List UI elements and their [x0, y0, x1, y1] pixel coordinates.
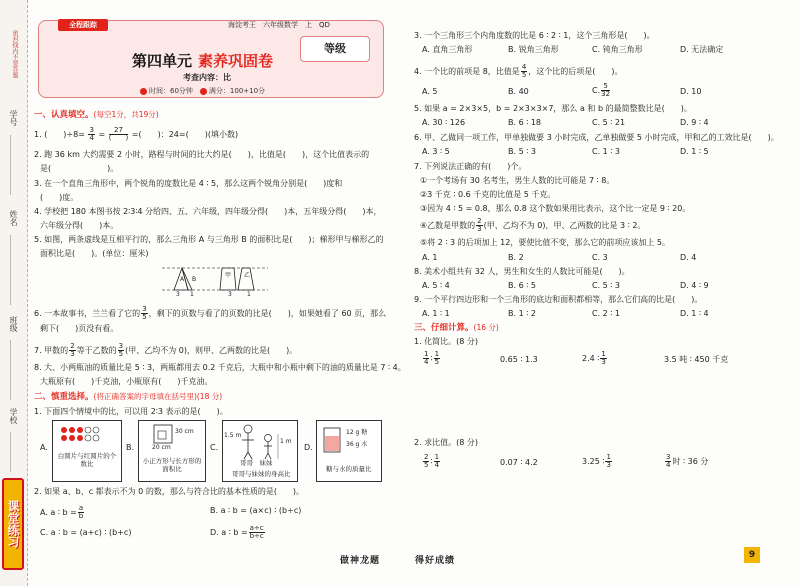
fraction [600, 351, 606, 366]
fraction [434, 351, 440, 366]
q-text: 时 ∶ 36 分 [672, 457, 709, 466]
fraction [249, 525, 265, 540]
fraction [69, 343, 75, 358]
option-b: B. 6 ∶ 18 [508, 118, 542, 127]
statement-3: ③因为 4 ∶ 5 = 0.8，那么 0.8 这个数如果用比表示，这个比一定是 9 ∶ 20。 [420, 204, 691, 213]
strip-label-class: 班级 [9, 316, 18, 332]
option-b-caption: 小正方形与长方形的面积比 [142, 457, 202, 474]
rect-height: 30 cm [175, 428, 194, 435]
figure-dim: 1 [247, 291, 251, 298]
full-score: 满分：100+10分 [208, 87, 266, 95]
option-text: A. a ∶ b = [40, 508, 77, 517]
footer-slogan-left: 做神龙题 [340, 556, 381, 566]
fraction [476, 218, 482, 233]
q-text: ( )÷8= [44, 130, 85, 139]
option-a: A. 3 ∶ 5 [422, 147, 450, 156]
fraction [601, 83, 610, 98]
option-c: C. a ∶ b = (a+c) ∶ (b+c) [40, 528, 132, 537]
option-a: A. 1 [422, 253, 438, 262]
calc-2-item-4 [664, 454, 708, 469]
figure-label-b: B [192, 276, 197, 283]
seal-notice: 密封线内不要答题 [11, 30, 18, 78]
fraction [118, 343, 124, 358]
section-2-note: (将正确答案的字母填在括号里)(18 分) [93, 392, 223, 401]
calc-1-title: 1. 化简比。(8 分) [414, 337, 479, 346]
option-c: C. 3 [592, 253, 608, 262]
fraction [78, 505, 84, 520]
denominator: 5 [521, 71, 527, 79]
option-d: D. 9 ∶ 4 [680, 118, 709, 127]
strip-line [10, 432, 11, 472]
q-text: =( )：24=( )(填小数) [131, 130, 239, 139]
question-2-3-stem: 3. 一个三角形三个内角度数的比是 6 ∶ 2 ∶ 1，这个三角形是( )。 [414, 31, 655, 40]
ratio-sign: ∶ [430, 457, 433, 466]
option-b: B. a ∶ b = (a×c) ∶ (b÷c) [210, 506, 302, 515]
option-c: C. 5 ∶ 21 [592, 118, 626, 127]
denominator: 5 [142, 313, 147, 321]
page-title [132, 52, 273, 71]
statement-1: ①一个考场有 30 名考生，男生人数的比可能是 7 ∶ 8。 [420, 176, 615, 185]
question-1-4-line1: 4. 学校把 180 本图书按 2∶3∶4 分给四、五、六年级，四年级分得( )本，五年级分得( )本， [34, 207, 382, 216]
calc-2-item-2: 0.07 ∶ 4.2 [500, 458, 538, 467]
calc-1-item-3 [582, 351, 608, 366]
sugar-label: 12 g 糖 [346, 429, 368, 436]
fraction [423, 351, 429, 366]
figure-label-a: A [180, 276, 185, 283]
clock-icon [140, 88, 147, 95]
q-text: (甲、乙均不为 0)，则甲、乙两数的比是( )。 [125, 346, 298, 355]
option-c: C. 5 ∶ 3 [592, 281, 621, 290]
calc-2-item-3 [582, 454, 613, 469]
question-1-4-line2: 六年级分得( )本。 [40, 221, 119, 230]
question-2-4-stem [414, 64, 623, 79]
denominator: 5 [424, 461, 429, 469]
page-number: 9 [744, 547, 760, 563]
option-a [40, 505, 85, 520]
option-text: D. a ∶ b = [210, 528, 248, 537]
calc-2-item-1 [422, 454, 441, 469]
option-b: B. 锐角三角形 [508, 45, 559, 54]
binding-strip [0, 0, 28, 586]
question-2-5-stem: 5. 如果 a = 2×3×5，b = 2×3×3×7，那么 a 和 b 的最简整数比是( )。 [414, 104, 692, 113]
q-text: 6. 一本故事书，兰兰看了它的 [34, 309, 141, 318]
q-text: (甲、乙均不为 0)，甲、乙两数的比是 3 ∶ 2。 [483, 221, 646, 230]
option-letter: B. [126, 443, 135, 452]
option-d [210, 525, 266, 540]
siblings-figure [236, 424, 286, 460]
statement-4 [420, 218, 645, 233]
question-1-8-line2: 大瓶原有( )千克油，小瓶原有( )千克油。 [40, 377, 213, 386]
option-c: C. 钝角三角形 [592, 45, 643, 54]
question-2-6-stem: 6. 甲、乙做同一项工作，甲单独做要 3 小时完成，乙单独做要 5 小时完成，甲和乙的工效比是( )。 [414, 133, 779, 142]
section-3-note: (16 分) [473, 323, 499, 332]
grade-box: 等级 [300, 36, 370, 62]
section-1-note: (每空1分，共19分) [93, 110, 159, 119]
question-1-2-line2: 是( )。 [40, 164, 119, 173]
denominator: 3 [70, 350, 75, 358]
denominator: 3 [477, 225, 482, 233]
option-a: A. 直角三角形 [422, 45, 473, 54]
strip-line [10, 135, 11, 195]
question-2-2-stem: 2. 如果 a、b、c 都表示不为 0 的数，那么与符合比的基本性质的是( )。 [34, 487, 305, 496]
numerator: 3 [89, 126, 94, 134]
option-c-caption: 哥哥与妹妹的身高比 [232, 470, 291, 478]
section-3-heading [414, 323, 499, 334]
fraction [434, 454, 440, 469]
denominator: 3 [601, 358, 606, 366]
numerator: 3 [142, 305, 147, 313]
option-d: D. 10 [680, 87, 702, 96]
q-number: 1. [34, 130, 42, 139]
option-b: B. 5 ∶ 3 [508, 147, 536, 156]
q-text: 4. 一个比的前项是 8，比值是 [414, 67, 520, 76]
fraction [88, 127, 94, 142]
brand-logo: 课堂练习 [2, 478, 24, 570]
footer-slogan-right: 得好成绩 [415, 556, 456, 566]
strip-label-school: 学校 [9, 408, 18, 424]
option-d: D. 4 ∶ 9 [680, 281, 709, 290]
strip-line [10, 235, 11, 305]
denominator: 32 [601, 90, 611, 98]
denominator: 4 [424, 358, 429, 366]
numerator: 2 [424, 453, 429, 461]
denominator: 5 [118, 350, 124, 358]
water-label: 36 g 水 [346, 441, 368, 448]
strip-label-name: 姓名 [9, 210, 18, 226]
option-c [592, 83, 611, 98]
option-d: D. 1 ∶ 4 [680, 309, 709, 318]
question-1-5-line2: 面积比是( )。(单位：厘米) [40, 249, 149, 258]
section-1-heading [34, 110, 159, 121]
numerator: 1 [434, 350, 440, 358]
numerator: 2 [477, 217, 482, 225]
option-letter: D. [304, 443, 313, 452]
option-letter: C. [210, 443, 219, 452]
question-1-8-line1: 8. 大、小两瓶油的质量比是 5 ∶ 3，两瓶都用去 0.2 千克后，大瓶中和小瓶中剩下的油的质量比是 7 ∶ 4。 [34, 363, 406, 372]
question-2-8-stem: 8. 美术小组共有 32 人，男生和女生的人数比可能是( )。 [414, 267, 630, 276]
numerator: 1 [434, 453, 440, 461]
option-text: C. [592, 86, 601, 95]
option-a: A. 5 [422, 87, 438, 96]
option-c: C. 2 ∶ 1 [592, 309, 621, 318]
exam-info [140, 87, 265, 96]
q-text: 2.4 ∶ [582, 354, 600, 363]
fraction [605, 454, 611, 469]
option-b: B. 2 [508, 253, 524, 262]
option-a: A. 5 ∶ 4 [422, 281, 450, 290]
question-2-9-stem: 9. 一个平行四边形和一个三角形的底边和面积都相等，那么它们高的比是( )。 [414, 295, 703, 304]
denominator: 3 [606, 461, 611, 469]
section-2-heading [34, 392, 222, 403]
q-text: 3.25 ∶ [582, 457, 605, 466]
denominator: 5 [434, 358, 440, 366]
numerator: 27 [109, 127, 128, 135]
numerator: 5 [601, 83, 610, 91]
question-2-1-stem: 1. 下面四个情境中的比，可以用 2∶3 表示的是( )。 [34, 407, 228, 416]
question-1-6-line2: 剩下( )页没有看。 [40, 324, 119, 333]
statement-2: ②3 千克 ∶ 0.6 千克的比值是 5 千克。 [420, 190, 556, 199]
option-d: D. 4 [680, 253, 697, 262]
option-c: C. 1 ∶ 3 [592, 147, 621, 156]
question-1-5-line1: 5. 如图，两条虚线是互相平行的，那么三角形 A 与三角形 B 的面积比是( )；梯形甲与梯形乙的 [34, 235, 384, 244]
calc-1-item-1 [422, 351, 441, 366]
numerator: a÷c [249, 524, 264, 532]
question-2-7-stem: 7. 下列说法正确的有( )个。 [414, 162, 527, 171]
statement-5: ⑤将 2 ∶ 3 的后项加上 12，要使比值不变，那么它的前项应该加上 5。 [420, 238, 670, 247]
q-text: 7. 甲数的 [34, 346, 69, 355]
q-text: 等于乙数的 [76, 346, 117, 355]
star-icon [200, 88, 207, 95]
strip-label-id: 学号 [9, 110, 18, 126]
option-letter: A. [40, 443, 48, 452]
question-1-1 [34, 127, 238, 142]
question-1-6-line1 [34, 306, 386, 321]
option-a: A. 1 ∶ 1 [422, 309, 450, 318]
strip-line [10, 340, 11, 400]
fraction [423, 454, 429, 469]
height-label-brother: 1.5 m [224, 432, 242, 439]
numerator: 4 [521, 63, 527, 71]
figure-dim: 1 [190, 291, 194, 298]
question-1-3-line2: ( )度。 [40, 193, 79, 202]
fraction [665, 454, 671, 469]
calc-1-item-2: 0.65 ∶ 1.3 [500, 355, 538, 364]
numerator: 1 [606, 453, 611, 461]
denominator: 4 [666, 461, 671, 469]
denominator: 4 [89, 134, 94, 142]
figure-label-jia: 甲 [225, 272, 232, 279]
option-a-caption: 白圆片与红圆片的个数比 [57, 452, 117, 469]
unit-subtitle: 素养巩固卷 [198, 52, 274, 70]
series-tag: 全程跟踪 [58, 19, 108, 31]
option-d: D. 无法确定 [680, 45, 724, 54]
section-3-title: 三、仔细计算。 [414, 323, 474, 333]
option-a: A. 30 ∶ 126 [422, 118, 466, 127]
denominator: b÷c [249, 532, 264, 540]
rect-width: 20 cm [152, 444, 171, 451]
q-text: ，剩下的页数与看了的页数的比是( )，如果她看了 60 页，那么 [148, 309, 387, 318]
names-label: 哥哥 妹妹 [240, 459, 273, 467]
numerator: 2 [70, 342, 75, 350]
fraction [109, 127, 128, 142]
q-text: ④乙数是甲数的 [420, 221, 476, 230]
option-d-caption: 糖与水的质量比 [326, 465, 372, 473]
fraction [521, 64, 527, 79]
height-label-sister: 1 m [280, 438, 292, 445]
numerator: 3 [118, 342, 124, 350]
option-b: B. 1 ∶ 2 [508, 309, 536, 318]
figure-dim: 3 [176, 291, 180, 298]
circle-chips-icon [60, 426, 116, 442]
numerator: 1 [601, 350, 606, 358]
unit-label: 第四单元 [132, 52, 193, 70]
figure-label-yi: 乙 [244, 272, 251, 279]
section-2-title: 二、慎重选择。 [34, 392, 94, 402]
exam-scope: 考查内容：比 [183, 73, 231, 82]
denominator: ( ) [108, 134, 129, 142]
calc-1-item-4: 3.5 吨 ∶ 450 千克 [664, 355, 729, 364]
option-d: D. 1 ∶ 5 [680, 147, 709, 156]
calc-2-title: 2. 求比值。(8 分) [414, 438, 479, 447]
fraction [141, 306, 147, 321]
q-text: = [98, 130, 106, 139]
denominator: b [78, 512, 84, 520]
question-1-3-line1: 3. 在一个直角三角形中，两个锐角的度数比是 4 ∶ 5，那么这两个锐角分别是( )度和 [34, 179, 343, 188]
numerator: 1 [424, 350, 429, 358]
question-1-2-line1: 2. 跑 36 km 大约需要 2 小时，路程与时间的比大约是( )，比值是( )，这个比值表示的 [34, 150, 370, 159]
q-text: ，这个比的后项是( )。 [528, 67, 623, 76]
section-1-title: 一、认真填空。 [34, 110, 94, 120]
denominator: 4 [434, 461, 440, 469]
figure-dim: 3 [228, 291, 232, 298]
numerator: a [78, 504, 84, 512]
option-b: B. 40 [508, 87, 529, 96]
question-1-7 [34, 343, 297, 358]
book-meta: 海淀考王 六年级数学 上 QD [228, 21, 330, 29]
time-limit: 时间：60分钟 [149, 87, 193, 95]
cup-icon [322, 426, 344, 454]
ratio-sign: ∶ [430, 354, 433, 363]
numerator: 3 [666, 453, 671, 461]
option-b: B. 6 ∶ 5 [508, 281, 536, 290]
